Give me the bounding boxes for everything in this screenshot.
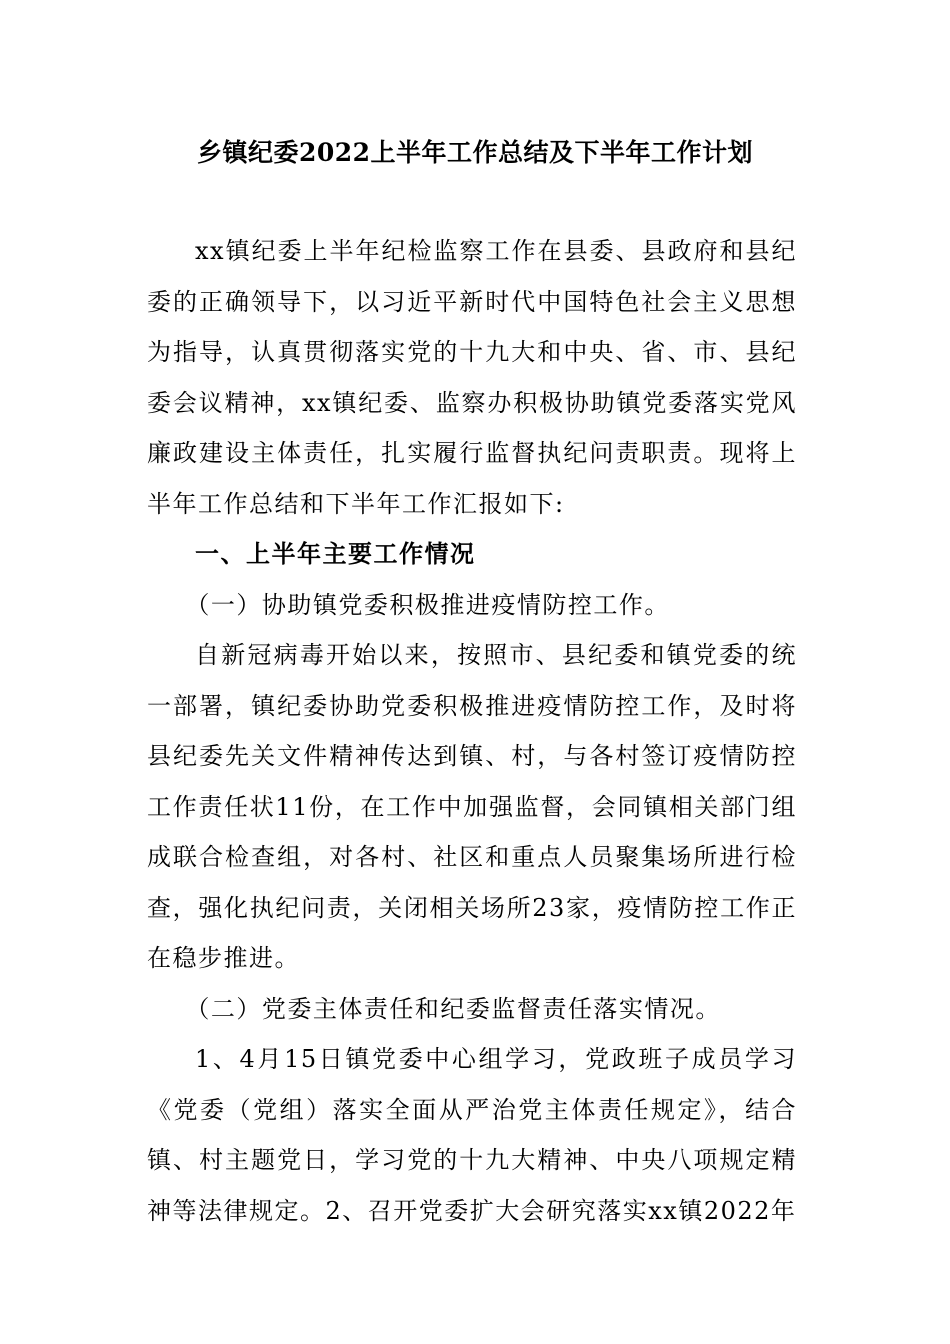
subsection-heading-1: （一）协助镇党委积极推进疫情防控工作。 bbox=[185, 590, 670, 619]
intro-paragraph: xx镇纪委上半年纪检监察工作在县委、县政府和县纪委的正确领导下，以习近平新时代中国特色社会主义思想为指导，认真贯彻落实党的十九大和中央、省、市、县纪委会议精神，xx镇纪委、监察办积极协助镇党委落实党风廉政建设主体责任，扎实履行监督执纪问责职责。现将上半年工作总结和下半年工作汇报如下: bbox=[147, 237, 797, 518]
responsibility-paragraph: 1、4月15日镇党委中心组学习，党政班子成员学习《党委（党组）落实全面从严治党主体责任规定》，结合镇、村主题党日，学习党的十九大精神、中央八项规定精神等法律规定。2、召开党委扩大会研究落实xx镇2022年 bbox=[147, 1045, 797, 1225]
document-title: 乡镇纪委2022上半年工作总结及下半年工作计划 bbox=[196, 138, 754, 167]
epidemic-paragraph: 自新冠病毒开始以来，按照市、县纪委和镇党委的统一部署，镇纪委协助党委积极推进疫情防控工作，及时将县纪委先关文件精神传达到镇、村，与各村签订疫情防控工作责任状11份，在工作中加强监督，会同镇相关部门组成联合检查组，对各村、社区和重点人员聚集场所进行检查，强化执纪问责，关闭相关场所23家，疫情防控工作正在稳步推进。 bbox=[147, 641, 797, 972]
subsection-heading-2: （二）党委主体责任和纪委监督责任落实情况。 bbox=[185, 994, 721, 1023]
document-body bbox=[147, 226, 797, 1236]
section-heading-1: 一、上半年主要工作情况 bbox=[195, 539, 476, 568]
